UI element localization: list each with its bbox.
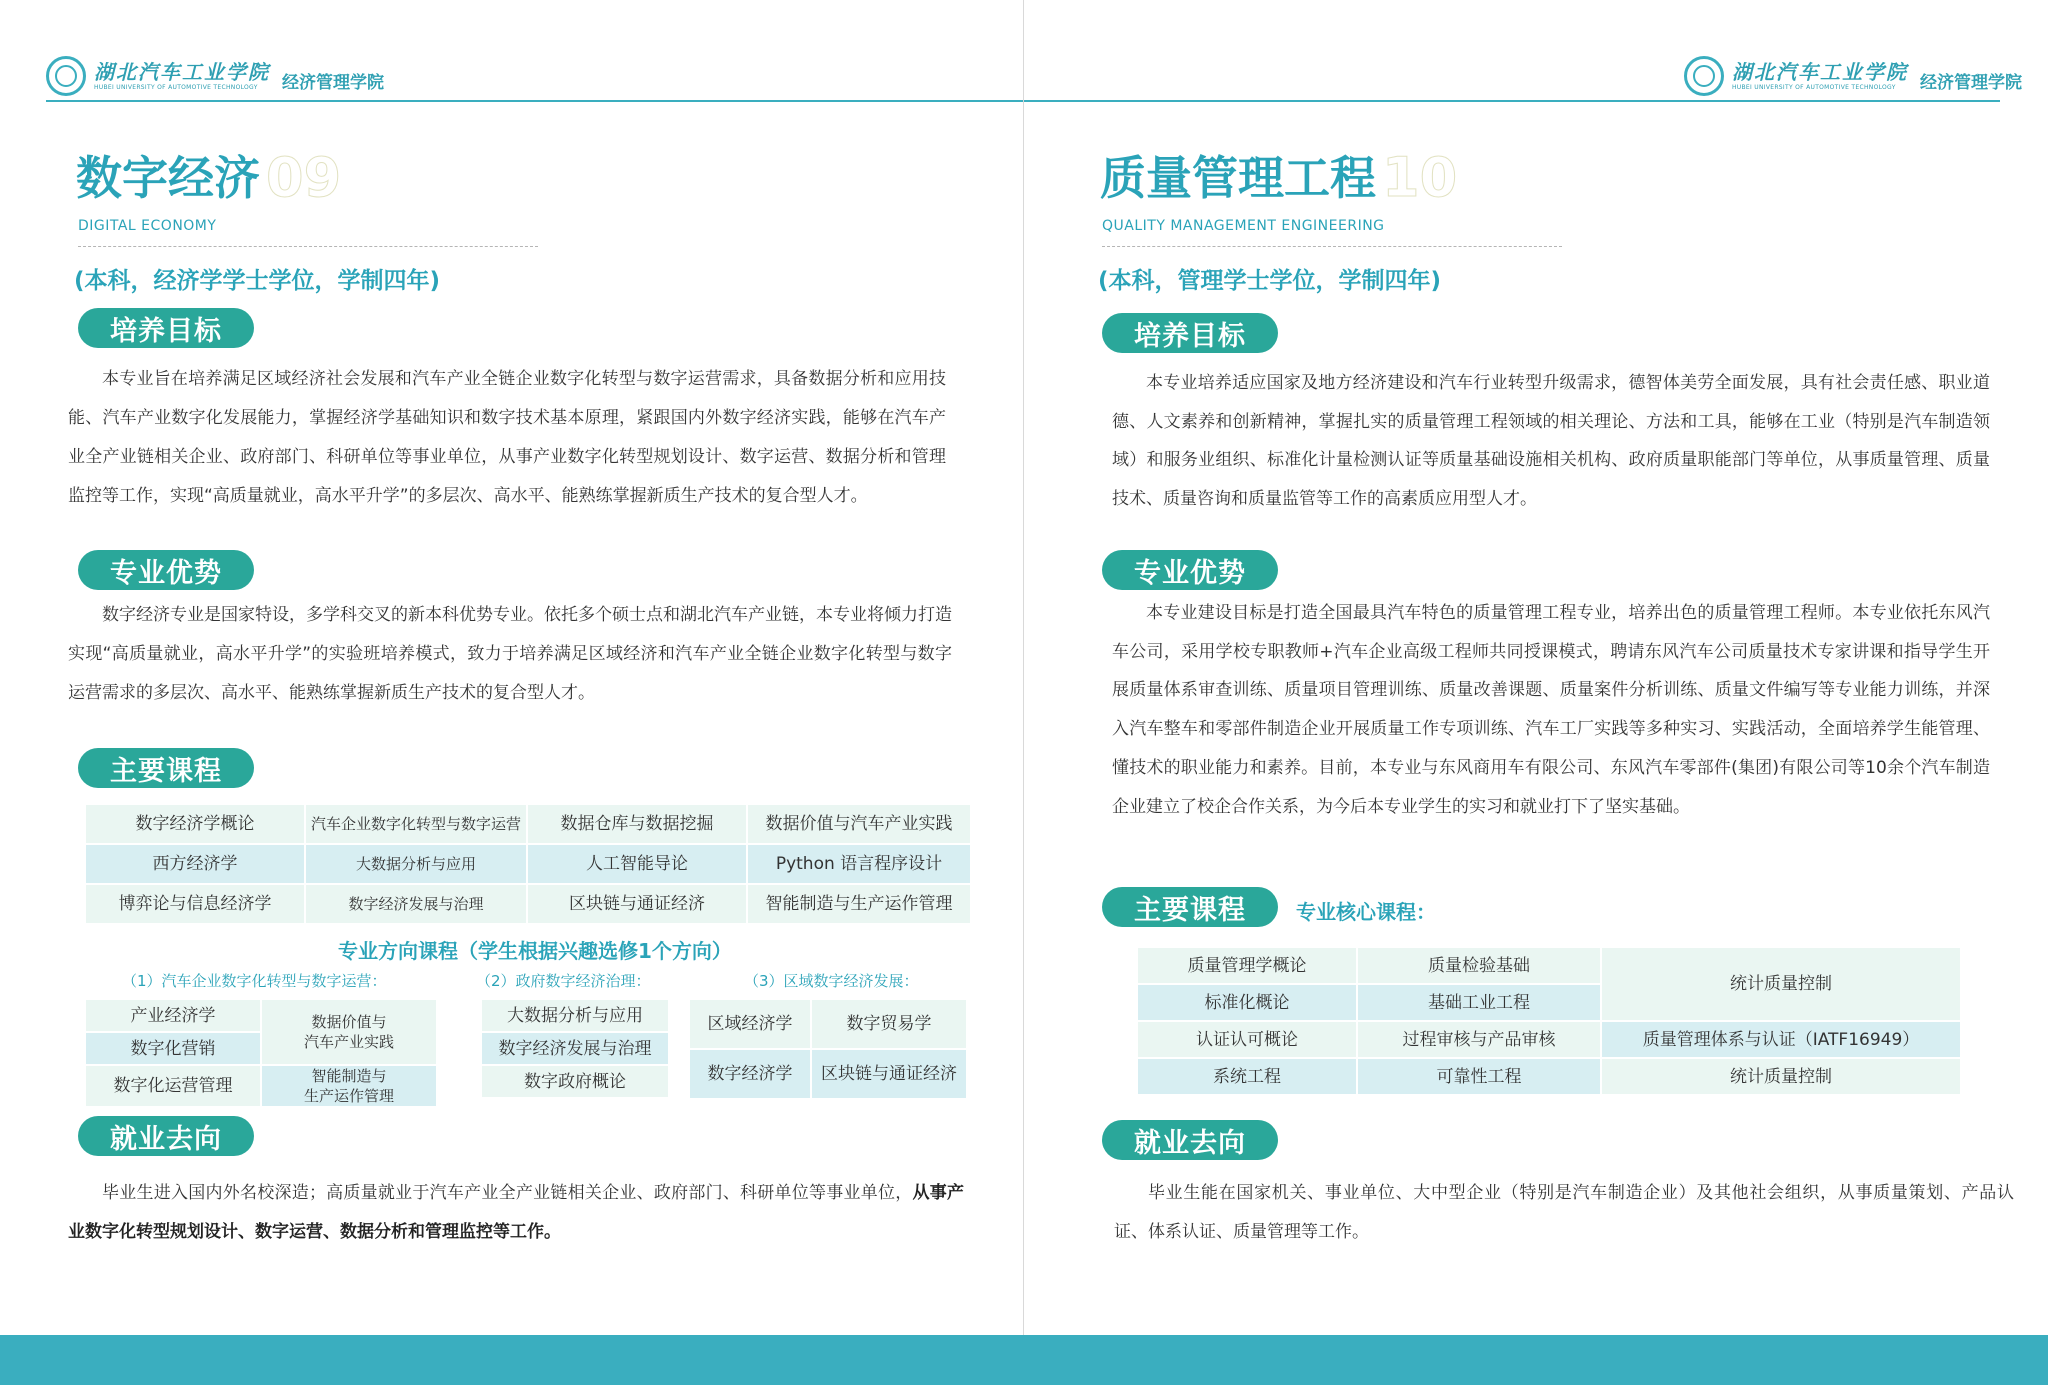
table-row	[85, 804, 971, 844]
course-cell: 质量管理体系与认证（IATF16949）	[1601, 1021, 1961, 1058]
direction-1-title: （1）汽车企业数字化转型与数字运营：	[122, 972, 387, 990]
career-text: 毕业生进入国内外名校深造；高质量就业于汽车产业全产业链相关企业、政府部门、科研单位等事业单位，从事产业数字化转型规划设计、数字运营、数据分析和管理监控等工作。	[68, 1183, 965, 1242]
section-heading-goal: 培养目标	[1102, 313, 1278, 353]
university-name-en: HUBEI UNIVERSITY OF AUTOMOTIVE TECHNOLOGY	[94, 84, 258, 91]
title-dashed-divider	[1102, 246, 1562, 247]
school-name: 经济管理学院	[1920, 72, 2022, 93]
course-cell: 统计质量控制	[1601, 1058, 1961, 1095]
section-heading-advantage: 专业优势	[1102, 550, 1278, 590]
section-heading-advantage: 专业优势	[78, 550, 254, 590]
right-page	[1024, 0, 2048, 1385]
table-row	[481, 1065, 669, 1098]
course-cell: 质量检验基础	[1357, 947, 1601, 984]
direction-2-title: （2）政府数字经济治理：	[476, 972, 651, 990]
course-cell: 智能制造与生产运作管理	[747, 884, 971, 924]
advantage-text: 数字经济专业是国家特设，多学科交叉的新本科优势专业。依托多个硕士点和湖北汽车产业链，本专业将倾力打造实现“高质量就业，高水平升学”的实验班培养模式，致力于培养满足区域经济和汽车产业全链企业数字化转型与数字运营需求的多层次、高水平、能熟练掌握新质生产技术的复合型人才。	[68, 605, 952, 703]
table-row	[1137, 1021, 1961, 1058]
university-name: 湖北汽车工业学院	[1732, 60, 1908, 84]
course-cell: 西方经济学	[85, 844, 305, 884]
direction-1-table	[84, 998, 438, 1108]
direction-2-table	[480, 998, 670, 1099]
university-seal-icon	[1684, 56, 1724, 96]
course-cell: 数字经济学概论	[85, 804, 305, 844]
course-cell: 数字经济发展与治理	[481, 1032, 669, 1065]
course-cell: 数字化营销	[85, 1032, 261, 1065]
major-title-row	[1100, 148, 1457, 208]
course-cell: 数字贸易学	[811, 999, 967, 1049]
major-number: 09	[266, 146, 342, 209]
table-row	[689, 1049, 967, 1099]
course-cell: 智能制造与 生产运作管理	[261, 1065, 437, 1107]
course-cell: 区块链与通证经济	[527, 884, 747, 924]
table-row	[85, 1065, 437, 1107]
major-title: 数字经济	[76, 151, 260, 205]
header-divider	[1024, 100, 2000, 102]
course-cell: 可靠性工程	[1357, 1058, 1601, 1095]
header-logo	[46, 50, 384, 102]
section-heading-career: 就业去向	[1102, 1120, 1278, 1160]
table-row	[85, 844, 971, 884]
section-heading-goal: 培养目标	[78, 308, 254, 348]
section-heading-courses: 主要课程	[1102, 887, 1278, 927]
section-heading-courses: 主要课程	[78, 748, 254, 788]
table-row	[689, 999, 967, 1049]
table-row	[1137, 947, 1961, 984]
goal-text: 本专业旨在培养满足区域经济社会发展和汽车产业全链企业数字化转型与数字运营需求，具备数据分析和应用技能、汽车产业数字化发展能力，掌握经济学基础知识和数字技术基本原理，紧跟国内外数字经济实践，能够在汽车产业全产业链相关企业、政府部门、科研单位等事业单位，从事产业数字化转型规划设计、数字运营、数据分析和管理监控等工作，实现“高质量就业，高水平升学”的多层次、高水平、能熟练掌握新质生产技术的复合型人才。	[68, 369, 946, 506]
course-cell: 基础工业工程	[1357, 984, 1601, 1021]
course-cell: 数字化运营管理	[85, 1065, 261, 1107]
course-cell: 数据价值与 汽车产业实践	[261, 999, 437, 1065]
major-title-row	[76, 148, 341, 208]
course-cell: 区域经济学	[689, 999, 811, 1049]
course-cell: 区块链与通证经济	[811, 1049, 967, 1099]
career-text: 毕业生能在国家机关、事业单位、大中型企业（特别是汽车制造企业）及其他社会组织，从事质量策划、产品认证、体系认证、质量管理等工作。	[1114, 1183, 2014, 1242]
course-cell: 大数据分析与应用	[481, 999, 669, 1032]
course-cell: 标准化概论	[1137, 984, 1357, 1021]
course-cell: 数据价值与汽车产业实践	[747, 804, 971, 844]
course-cell: 系统工程	[1137, 1058, 1357, 1095]
table-row	[481, 1032, 669, 1065]
course-cell: 质量管理学概论	[1137, 947, 1357, 984]
university-name-en: HUBEI UNIVERSITY OF AUTOMOTIVE TECHNOLOGY	[1732, 84, 1896, 91]
major-number: 10	[1382, 146, 1458, 209]
table-row	[85, 884, 971, 924]
course-cell: Python 语言程序设计	[747, 844, 971, 884]
advantage-text: 本专业建设目标是打造全国最具汽车特色的质量管理工程专业，培养出色的质量管理工程师。本专业依托东风汽车公司，采用学校专职教师+汽车企业高级工程师共同授课模式，聘请东风汽车公司质量技术专家讲课和指导学生开展质量体系审查训练、质量项目管理训练、质量改善课题、质量案件分析训练、质量文件编写等专业能力训练，并深入汽车整车和零部件制造企业开展质量工作专项训练、汽车工厂实践等多种实习、实践活动，全面培养学生能管理、懂技术的职业能力和素养。目前，本专业与东风商用车有限公司、东风汽车零部件(集团)有限公司等10余个汽车制造企业建立了校企合作关系，为今后本专业学生的实习和就业打下了坚实基础。	[1112, 603, 1990, 817]
course-cell: 人工智能导论	[527, 844, 747, 884]
major-title: 质量管理工程	[1100, 151, 1376, 205]
direction-courses-title: 专业方向课程（学生根据兴趣选修1个方向）	[338, 939, 732, 963]
title-dashed-divider	[78, 246, 538, 247]
footer-bar	[0, 1335, 2048, 1385]
course-cell: 数字政府概论	[481, 1065, 669, 1098]
table-row	[1137, 1058, 1961, 1095]
course-cell: 数字经济学	[689, 1049, 811, 1099]
header-logo	[1684, 50, 2022, 102]
left-page	[0, 0, 1023, 1385]
header-divider	[46, 100, 1023, 102]
table-row	[85, 999, 437, 1032]
university-seal-icon	[46, 56, 86, 96]
course-cell: 大数据分析与应用	[305, 844, 527, 884]
major-title-en: QUALITY MANAGEMENT ENGINEERING	[1102, 218, 1385, 234]
direction-3-title: （3）区域数字经济发展：	[744, 972, 919, 990]
direction-3-table	[688, 998, 968, 1100]
degree-info: (本科，管理学士学位，学制四年)	[1098, 268, 1442, 294]
course-cell: 产业经济学	[85, 999, 261, 1032]
core-courses-table	[1136, 946, 1962, 1096]
course-cell: 统计质量控制	[1601, 947, 1961, 1021]
table-row	[481, 999, 669, 1032]
course-cell: 数据仓库与数据挖掘	[527, 804, 747, 844]
degree-info: (本科，经济学学士学位，学制四年)	[74, 268, 441, 294]
course-cell: 汽车企业数字化转型与数字运营	[305, 804, 527, 844]
course-cell: 过程审核与产品审核	[1357, 1021, 1601, 1058]
course-cell: 博弈论与信息经济学	[85, 884, 305, 924]
goal-text: 本专业培养适应国家及地方经济建设和汽车行业转型升级需求，德智体美劳全面发展，具有社会责任感、职业道德、人文素养和创新精神，掌握扎实的质量管理工程领域的相关理论、方法和工具，能够在工业（特别是汽车制造领域）和服务业组织、标准化计量检测认证等质量基础设施相关机构、政府质量职能部门等单位，从事质量管理、质量技术、质量咨询和质量监管等工作的高素质应用型人才。	[1112, 373, 1990, 509]
core-courses-label: 专业核心课程：	[1296, 900, 1436, 924]
university-name: 湖北汽车工业学院	[94, 60, 270, 84]
major-title-en: DIGITAL ECONOMY	[78, 218, 217, 234]
section-heading-career: 就业去向	[78, 1116, 254, 1156]
course-cell: 数字经济发展与治理	[305, 884, 527, 924]
school-name: 经济管理学院	[282, 72, 384, 93]
course-cell: 认证认可概论	[1137, 1021, 1357, 1058]
courses-table	[84, 803, 972, 925]
